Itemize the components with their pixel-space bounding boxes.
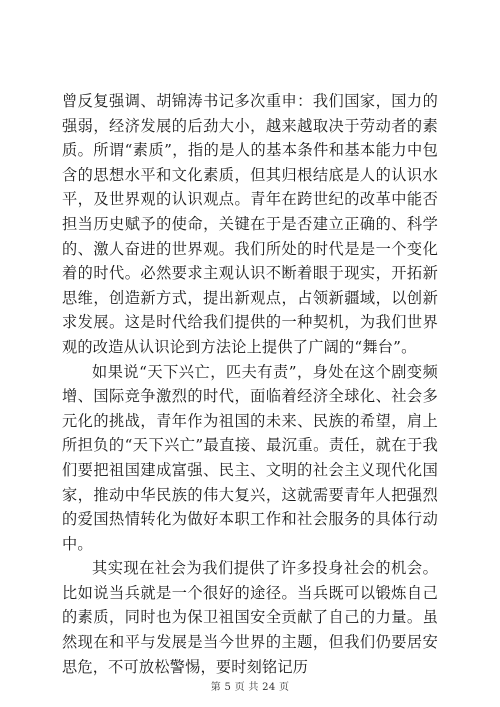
paragraph-1: 曾反复强调、胡锦涛书记多次重申：我们国家，国力的强弱，经济发展的后劲大小，越来越取决于劳动者的素质。所谓“素质”，指的是人的基本条件和基本能力中包含的思想水平和文化素质，但其归根结底是人的认识水平，及世界观的认识观点。青年在跨世纪的改革中能否担当历史赋予的使命，关键在于是否建立正确的、科学的、激人奋进的世界观。我们所处的时代是是一个变化着的时代。必然要求主观认识不断着眼于现实，开拓新思维，创造新方式，提出新观点，占领新疆域，以创新求发展。这是时代给我们提供的一种契机，为我们世界观的改造从认识论到方法论上提供了广阔的“舞台”。 <box>62 92 438 356</box>
page-footer: 第 5 页 共 24 页 <box>210 682 290 693</box>
body-text <box>62 89 438 679</box>
paragraph-2: 如果说“天下兴亡，匹夫有责”，身处在这个剧变频增、国际竞争激烈的时代，面临着经济全球化、社会多元化的挑战，青年作为祖国的未来、民族的希望，肩上所担负的“天下兴亡”最直接、最沉重。责任，就在于我们要把祖国建成富强、民主、文明的社会主义现代化国家，推动中华民族的伟大复兴，这就需要青年人把强烈的爱国热情转化为做好本职工作和社会服务的具体行动中。 <box>62 362 438 553</box>
paragraph-3: 其实现在社会为我们提供了许多投身社会的机会。比如说当兵就是一个很好的途径。当兵既可以锻炼自己的素质，同时也为保卫祖国安全贡献了自己的力量。虽然现在和平与发展是当今世界的主题，但我们仍要居安思危，不可放松警惕，要时刻铭记历 <box>62 559 438 676</box>
